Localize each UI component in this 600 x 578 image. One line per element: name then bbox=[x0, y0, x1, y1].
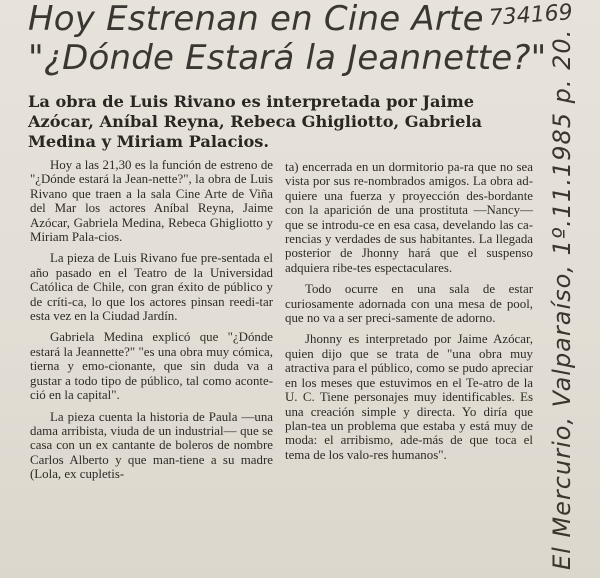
headline bbox=[28, 0, 546, 78]
paragraph: Hoy a las 21,30 es la función de estreno de "¿Dónde estará la Jean-nette?", la obra de Luis Rivano que traen a la sala Cine Arte de Viña del Mar los actores Aníbal Reyna, Jaime Azócar, Gabriela Medina, Rebeca Ghigliotto y Miriam Pala-cios. bbox=[30, 158, 273, 245]
handwritten-source-note: El Mercurio, Valparaíso, 1º.11.1985 p. 20. bbox=[548, 28, 576, 570]
paragraph: Gabriela Medina explicó que "¿Dónde estará la Jeannette?" "es una obra muy cómica, tierna y emo-cionante, que sin duda va a gustar a todo tipo de público, tal como aconte-ció en la capital". bbox=[30, 330, 273, 403]
paragraph: La pieza cuenta la historia de Paula —una dama arribista, viuda de un industrial— que se casa con un ex cantante de boleros de nombre Carlos Alberto y que man-tiene a su madre (Lola, ex cupletis- bbox=[30, 409, 273, 482]
paragraph: Jhonny es interpretado por Jaime Azócar, quien dijo que se trata de "una obra muy atractiva para el público, como se pudo apreciar en los meses que estuvimos en el Te-atro de la U. C. Tiene personajes muy identificables. Es una creación simple y directa. Yo diría que plan-tea un problema que estaba y está muy de moda: el arribismo, ade-más de que toca el tema de los valo-res humanos". bbox=[285, 332, 533, 462]
headline-line-1: Hoy Estrenan en Cine Arte bbox=[28, 0, 484, 39]
article-column-left bbox=[30, 158, 273, 489]
paragraph: Todo ocurre en una sala de estar curiosamente adornada con una mesa de pool, que no va a ser preci-samente de adorno. bbox=[285, 282, 533, 326]
headline-line-2: "¿Dónde Estará la Jeannette?" bbox=[28, 38, 547, 78]
handwritten-catalog-number: 734169 bbox=[488, 0, 574, 31]
deck-subheadline: La obra de Luis Rivano es interpretada por Jaime Azócar, Aníbal Reyna, Rebeca Ghigliotto, Gabriela Medina y Miriam Palacios. bbox=[28, 92, 483, 151]
paragraph: La pieza de Luis Rivano fue pre-sentada el año pasado en el Teatro de la Universidad Católica de Chile, con gran éxito de público y de críti-ca, lo que los actores pinsan reedi-tar esta vez en la Ciudad Jardín. bbox=[30, 251, 273, 324]
article-column-right bbox=[285, 160, 533, 469]
paragraph: ta) encerrada en un dormitorio pa-ra que no sea vista por sus re-nombrados amigos. La obra ad-quiere una fuerza y proyección des-bordante con la aparición de una prostituta —Nancy— que se introdu-ce en esa casa, develando las ca-rencias y verdades de sus habitantes. La llegada posterior de Jhonny hará que el suspenso adquiera ribe-tes espectaculares. bbox=[285, 160, 533, 275]
